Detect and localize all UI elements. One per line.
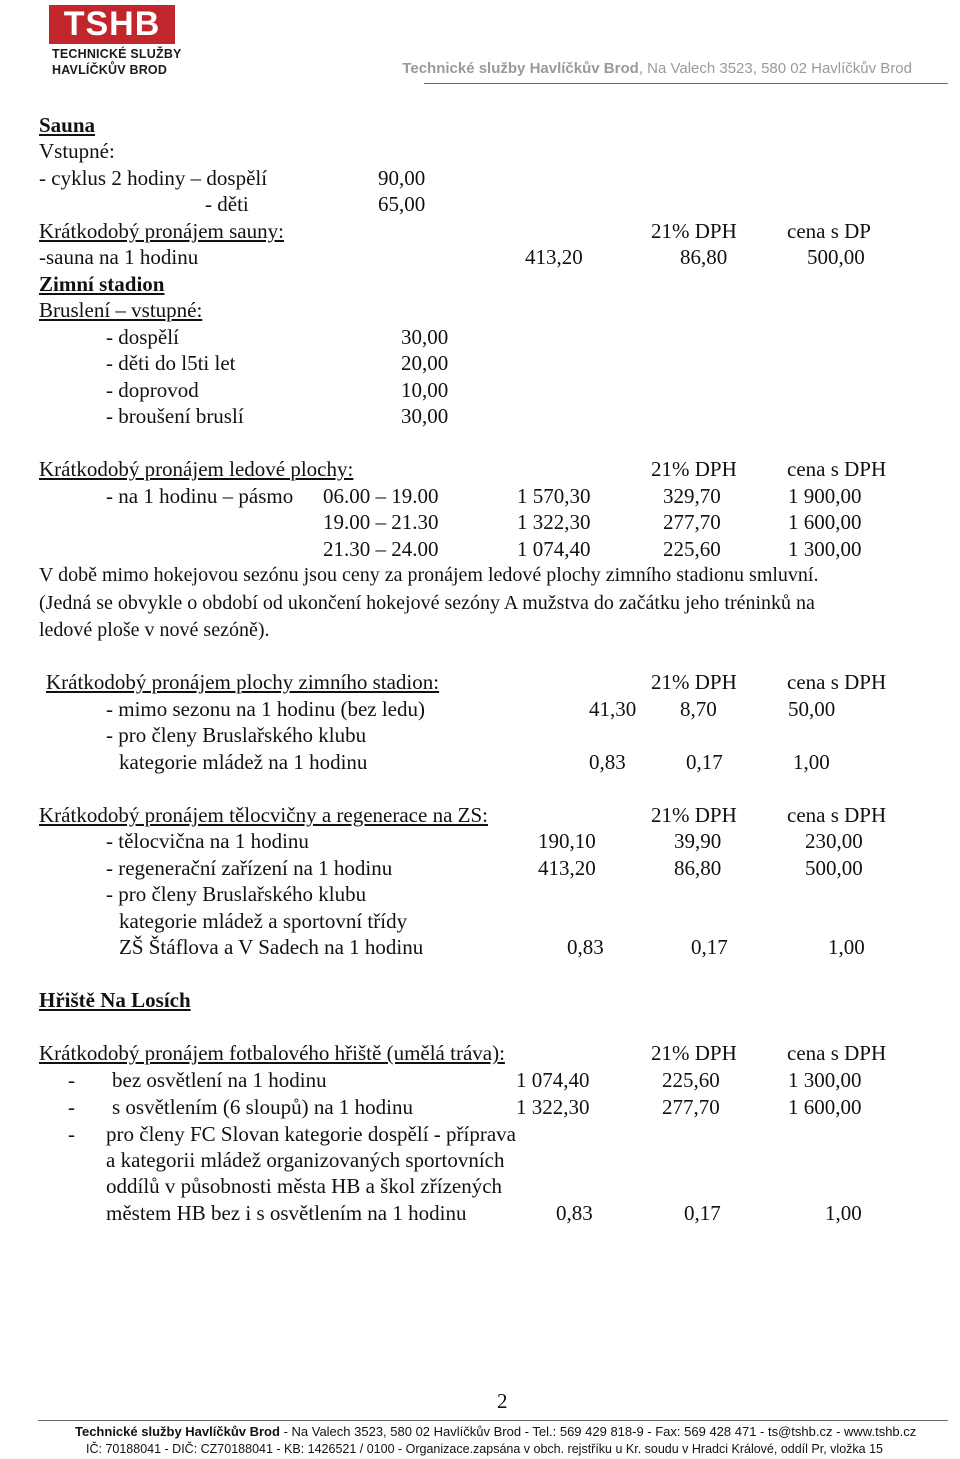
offseason-vat: 8,70 [680,697,717,721]
gym-youth-label: kategorie mládež a sportovní třídy [119,909,408,933]
ice-row-time: 06.00 – 19.00 [323,484,439,508]
stadium-price-value: 30,00 [401,404,449,428]
ice-row-price: 1 900,00 [788,484,862,508]
sauna-rent-label: Krátkodobý pronájem sauny: [39,219,284,243]
footer-line2: IČ: 70188041 - DIČ: CZ70188041 - KB: 1426521 / 0100 - Organizace.zapsána v obch. rejstříku u Kr. soudu v Hradci Králové, oddíl Pr, vložka 15 [86,1442,883,1456]
sauna-hour-price: 500,00 [807,245,865,269]
sauna-cycle-label: - cyklus 2 hodiny – dospělí [39,166,268,190]
gym-price: 230,00 [805,829,863,853]
footer-company: Technické služby Havlíčkův Brod [75,1424,280,1439]
sauna-title: Sauna [39,113,96,137]
ice-rent-label: Krátkodobý pronájem ledové plochy: [39,457,354,481]
stadium-price-value: 30,00 [401,325,449,349]
pitch-row1-price: 1 300,00 [788,1068,862,1092]
ice-note-line2: (Jedná se obvykle o období od ukončení hokejové sezóny A mužstva do začátku jeho tréninků na [39,592,815,614]
ice-note-line3: ledové ploše v nové sezóně). [39,619,270,641]
ice-row-base: 1 570,30 [517,484,591,508]
pitch-row3-line4: městem HB bez i s osvětlením na 1 hodinu [106,1201,467,1225]
surface-vat-head: 21% DPH [651,670,737,694]
sauna-price-head: cena s DP [787,219,871,243]
ice-price-head: cena s DPH [787,457,887,481]
offseason-label: - mimo sezonu na 1 hodinu (bez ledu) [106,697,425,721]
ice-row-base: 1 074,40 [517,537,591,561]
gym-school-price: 1,00 [828,935,865,959]
footer-rule [38,1420,948,1421]
pitch-row3-line1: pro členy FC Slovan kategorie dospělí - příprava [106,1122,516,1146]
footer-line1 [75,1424,916,1440]
offseason-base: 41,30 [589,697,637,721]
stadium-price-label: - doprovod [106,378,199,402]
header-address-text: , Na Valech 3523, 580 02 Havlíčkův Brod [638,60,912,77]
header-rule [424,83,948,84]
ice-row-price: 1 600,00 [788,510,862,534]
footer-contact: - Na Valech 3523, 580 02 Havlíčkův Brod - Tel.: 569 429 818-9 - Fax: 569 428 471 - ts@tshb.cz - www.tshb.cz [279,1424,917,1439]
header-company: Technické služby Havlíčkův Brod [402,60,639,77]
ice-row-vat: 277,70 [663,510,721,534]
gym-school-label: ZŠ Štáflova a V Sadech na 1 hodinu [119,935,424,959]
pitch-row2-base: 1 322,30 [516,1095,590,1119]
pitch-row2-label: s osvětlením (6 sloupů) na 1 hodinu [112,1095,413,1119]
youth-base: 0,83 [589,750,626,774]
ice-vat-head: 21% DPH [651,457,737,481]
pitch-dash: - [68,1068,75,1092]
ice-row-vat: 329,70 [663,484,721,508]
youth-vat: 0,17 [686,750,723,774]
sauna-children-label: - děti [205,192,249,216]
stadium-price-label: - broušení bruslí [106,404,244,428]
ice-band-label: - na 1 hodinu – pásmo [106,484,294,508]
gym-price-head: cena s DPH [787,803,887,827]
offseason-price: 50,00 [788,697,836,721]
stadium-skating-label: Bruslení – vstupné: [39,298,203,322]
gym-vat-head: 21% DPH [651,803,737,827]
sauna-hour-label: -sauna na 1 hodinu [39,245,199,269]
logo-line2: HAVLÍČKŮV BROD [52,63,168,77]
sauna-vat-head: 21% DPH [651,219,737,243]
gym-label: - tělocvična na 1 hodinu [106,829,309,853]
gym-members-label: - pro členy Bruslařského klubu [106,882,367,906]
pitch-row3-line2: a kategorii mládež organizovaných sportovních [106,1148,505,1172]
pitch-row1-vat: 225,60 [662,1068,720,1092]
regen-base: 413,20 [538,856,596,880]
sauna-cycle-adult: 90,00 [378,166,426,190]
pitch-vat-head: 21% DPH [651,1041,737,1065]
pitch-row2-price: 1 600,00 [788,1095,862,1119]
header-address [402,60,912,77]
sauna-hour-base: 413,20 [525,245,583,269]
gym-rent-label: Krátkodobý pronájem tělocvičny a regenerace na ZS: [39,803,488,827]
stadium-price-label: - dospělí [106,325,179,349]
stadium-title: Zimní stadion [39,272,165,296]
pitch-rent-label: Krátkodobý pronájem fotbalového hřiště (umělá tráva): [39,1041,505,1065]
pitch-dash: - [68,1122,75,1146]
pitch-row3-price: 1,00 [825,1201,862,1225]
gym-base: 190,10 [538,829,596,853]
logo-line1: TECHNICKÉ SLUŽBY [52,47,182,61]
logo: TSHB [49,5,175,44]
pitch-row3-line3: oddílů v působnosti města HB a škol zřízených [106,1174,503,1198]
pitch-row1-label: bez osvětlení na 1 hodinu [112,1068,327,1092]
ice-row-time: 21.30 – 24.00 [323,537,439,561]
sauna-cycle-children: 65,00 [378,192,426,216]
pitch-row3-base: 0,83 [556,1201,593,1225]
skating-club-label: - pro členy Bruslařského klubu [106,723,367,747]
youth-price: 1,00 [793,750,830,774]
stadium-price-value: 10,00 [401,378,449,402]
ice-row-vat: 225,60 [663,537,721,561]
surface-price-head: cena s DPH [787,670,887,694]
stadium-price-value: 20,00 [401,351,449,375]
ice-row-base: 1 322,30 [517,510,591,534]
sauna-hour-vat: 86,80 [680,245,728,269]
sauna-entry-label: Vstupné: [39,139,115,163]
ice-row-time: 19.00 – 21.30 [323,510,439,534]
pitch-row3-vat: 0,17 [684,1201,721,1225]
stadium-price-label: - děti do l5ti let [106,351,236,375]
page-number: 2 [497,1389,508,1413]
gym-school-base: 0,83 [567,935,604,959]
pitch-price-head: cena s DPH [787,1041,887,1065]
pitch-title: Hřiště Na Losích [39,988,191,1012]
pitch-row1-base: 1 074,40 [516,1068,590,1092]
gym-vat: 39,90 [674,829,722,853]
regen-label: - regenerační zařízení na 1 hodinu [106,856,393,880]
pitch-row2-vat: 277,70 [662,1095,720,1119]
surface-rent-label: Krátkodobý pronájem plochy zimního stadion: [46,670,440,694]
ice-row-price: 1 300,00 [788,537,862,561]
gym-school-vat: 0,17 [691,935,728,959]
regen-vat: 86,80 [674,856,722,880]
youth-label: kategorie mládež na 1 hodinu [119,750,368,774]
ice-note-line1: V době mimo hokejovou sezónu jsou ceny za pronájem ledové plochy zimního stadionu smluvní. [39,564,819,586]
regen-price: 500,00 [805,856,863,880]
pitch-dash: - [68,1095,75,1119]
